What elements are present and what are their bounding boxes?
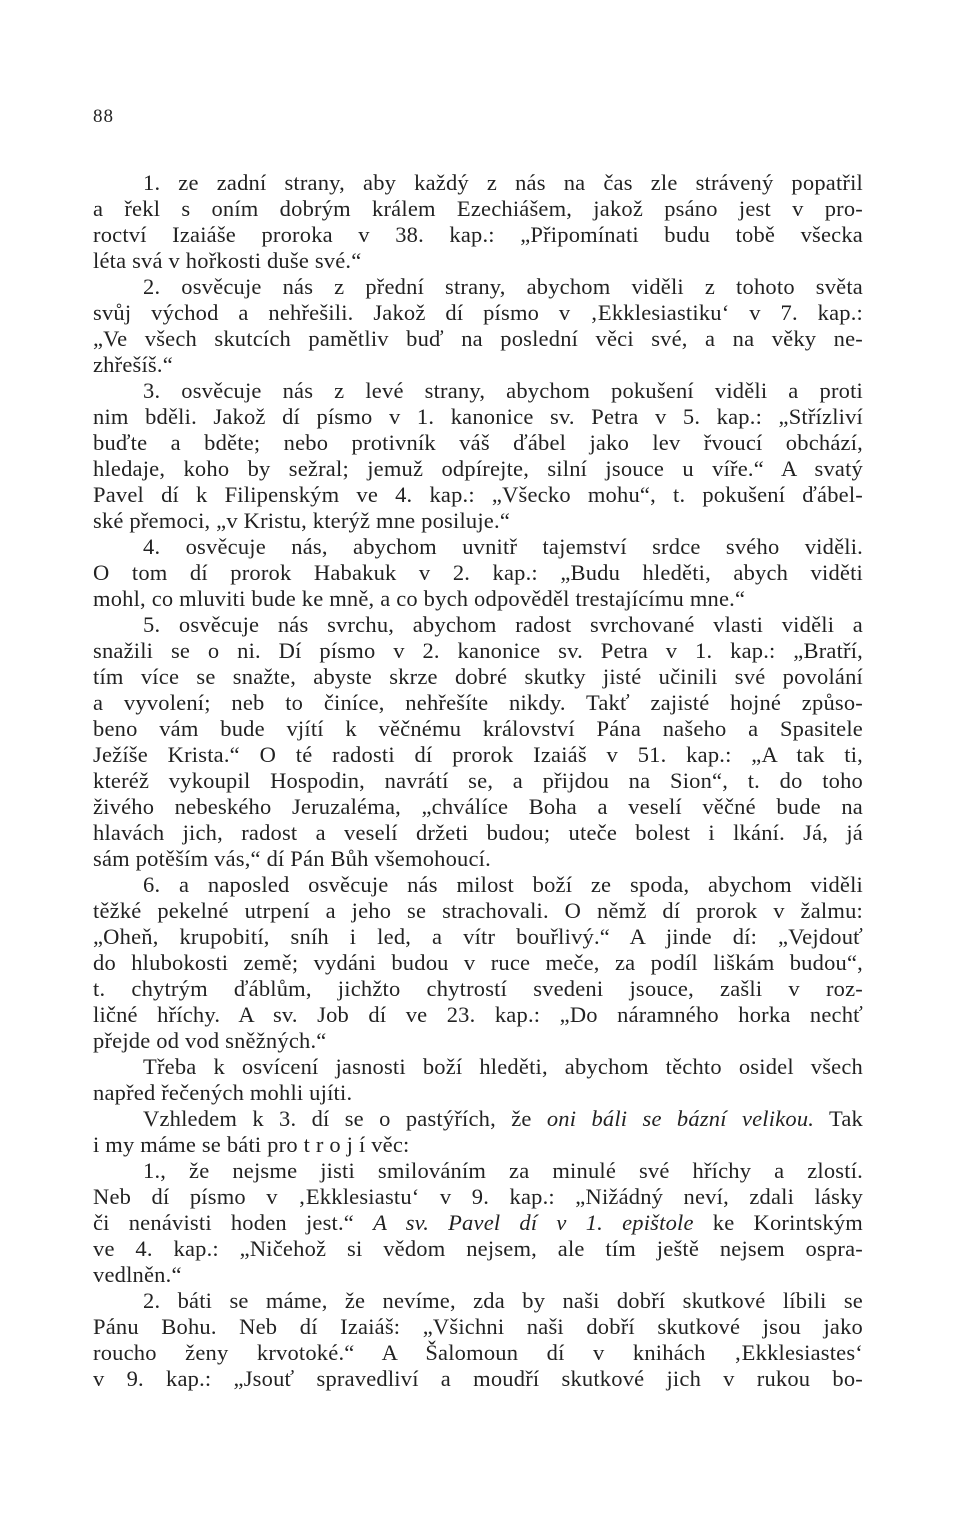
text-line: 2. báti se máme, že nevíme, zda by naši dobří skutkové líbili se [143,1288,863,1313]
text-line: roucho ženy krvotoké.“ A Šalomoun dí v knihách ‚Ekklesiastes‘ [93,1340,863,1365]
text-line: vedlněn.“ [93,1262,182,1287]
text-line: 4. osvěcuje nás, abychom uvnitř tajemství srdce svého viděli. [143,534,863,559]
text-line: kteréž vykoupil Hospodin, navrátí se, a přijdou na Sion“, t. do toho [93,768,863,793]
text-line: hledaje, koho by sežral; jemuž odpírejte, silní jsouce u víře.“ A svatý [93,456,863,481]
text-line: a vyvolení; neb to činíce, nehřešíte nikdy. Takť zajisté hojné způso- [93,690,863,715]
text-segment: či nenávisti hoden jest.“ [93,1210,374,1235]
text-segment: Tak [814,1106,863,1131]
page-number: 88 [93,106,114,127]
text-line: Neb dí písmo v ‚Ekklesiastu‘ v 9. kap.: „Nižádný neví, zdali lásky [93,1184,863,1209]
text-line: mohl, co mluviti bude ke mně, a co bych odpověděl trestajícímu mne.“ [93,586,746,611]
text-line: O tom dí prorok Habakuk v 2. kap.: „Budu hleděti, abych viděti [93,560,863,585]
italic-quote: oni báli se bázní velikou. [546,1106,815,1131]
text-line: 3. osvěcuje nás z levé strany, abychom pokušení viděli a proti [143,378,863,403]
text-line: tím více se snažte, abyste skrze dobré skutky jisté učinili své povolání [93,664,863,689]
text-line: „Oheň, krupobití, sníh i led, a vítr bouřlivý.“ A jinde dí: „Vejdouť [93,924,863,949]
text-line: 2. osvěcuje nás z přední strany, abychom viděli z tohoto světa [143,274,863,299]
text-line: Třeba k osvícení jasnosti boží hleděti, abychom těchto osidel všech [143,1054,863,1079]
text-line: 6. a naposled osvěcuje nás milost boží ze spoda, abychom viděli [143,872,863,897]
text-line: t. chytrým ďáblům, jichžto chytrostí svedeni jsouce, zašli v roz- [93,976,863,1001]
text-line: „Ve všech skutcích pamětliv buď na poslední věci své, a na věky ne- [93,326,863,351]
text-line: Pavel dí k Filipenským ve 4. kap.: „Všecko mohu“, t. pokušení ďábel- [93,482,863,507]
text-line [93,1210,863,1236]
text-line: svůj východ a nehřešili. Jakož dí písmo v ‚Ekklesiastiku‘ v 7. kap.: [93,300,863,325]
italic-quote: A sv. Pavel dí v 1. epištole [373,1210,694,1235]
text-line: přejde od vod sněžných.“ [93,1028,327,1053]
text-line: ské přemoci, „v Kristu, kterýž mne posiluje.“ [93,508,511,533]
text-line: snažili se o ni. Dí písmo v 2. kanonice sv. Petra v 1. kap.: „Bratří, [93,638,863,663]
body-text [93,170,863,1392]
text-line: sám potěším vás,“ dí Pán Bůh všemohoucí. [93,846,491,871]
text-line: do hlubokosti země; vydáni budou v ruce meče, za podíl liškám budou“, [93,950,863,975]
text-line: živého nebeského Jeruzaléma, „chválíce Boha a veselí věčné bude na [93,794,863,819]
text-line: buďte a bděte; nebo protivník váš ďábel jako lev řvoucí obchází, [93,430,863,455]
text-line: těžké pekelné utrpení a jeho se strachovali. O němž dí prorok v žalmu: [93,898,863,923]
text-line: v 9. kap.: „Jsouť spravedliví a moudří skutkové jich v rukou bo- [93,1366,863,1391]
text-line: Ježíše Krista.“ O té radosti dí prorok Izaiáš v 51. kap.: „A tak ti, [93,742,863,767]
text-line: i my máme se báti pro t r o j í věc: [93,1132,410,1157]
text-line: roctví Izaiáše proroka v 38. kap.: „Připomínati budu tobě všecka [93,222,863,247]
text-line: ličné hříchy. A sv. Job dí ve 23. kap.: „Do náramného horka nechť [93,1002,863,1027]
text-line: nim bděli. Jakož dí písmo v 1. kanonice sv. Petra v 5. kap.: „Střízliví [93,404,863,429]
text-line: ve 4. kap.: „Ničehož si vědom nejsem, ale tím ještě nejsem ospra- [93,1236,863,1261]
text-line: 1. ze zadní strany, aby každý z nás na čas zle strávený popatřil [143,170,863,195]
text-segment: Vzhledem k 3. dí se o pastýřích, že [143,1106,547,1131]
text-line: napřed řečených mohli ujíti. [93,1080,353,1105]
text-segment: ke Korintským [693,1210,863,1235]
text-line: 1., že nejsme jisti smilováním za minulé své hříchy a zlostí. [143,1158,863,1183]
text-line: a řekl s oním dobrým králem Ezechiášem, jakož psáno jest v pro- [93,196,863,221]
text-line: beno vám bude vjítí k věčnému království Pána našeho a Spasitele [93,716,863,741]
text-line: 5. osvěcuje nás svrchu, abychom radost svrchované vlasti viděli a [143,612,863,637]
text-line [93,1106,863,1132]
text-line: hlavách jich, radost a veselí držeti budou; uteče bolest i lkání. Já, já [93,820,863,845]
text-line: léta svá v hořkosti duše své.“ [93,248,362,273]
text-line: zhřešíš.“ [93,352,173,377]
text-line: Pánu Bohu. Neb dí Izaiáš: „Všichni naši dobří skutkové jsou jako [93,1314,863,1339]
